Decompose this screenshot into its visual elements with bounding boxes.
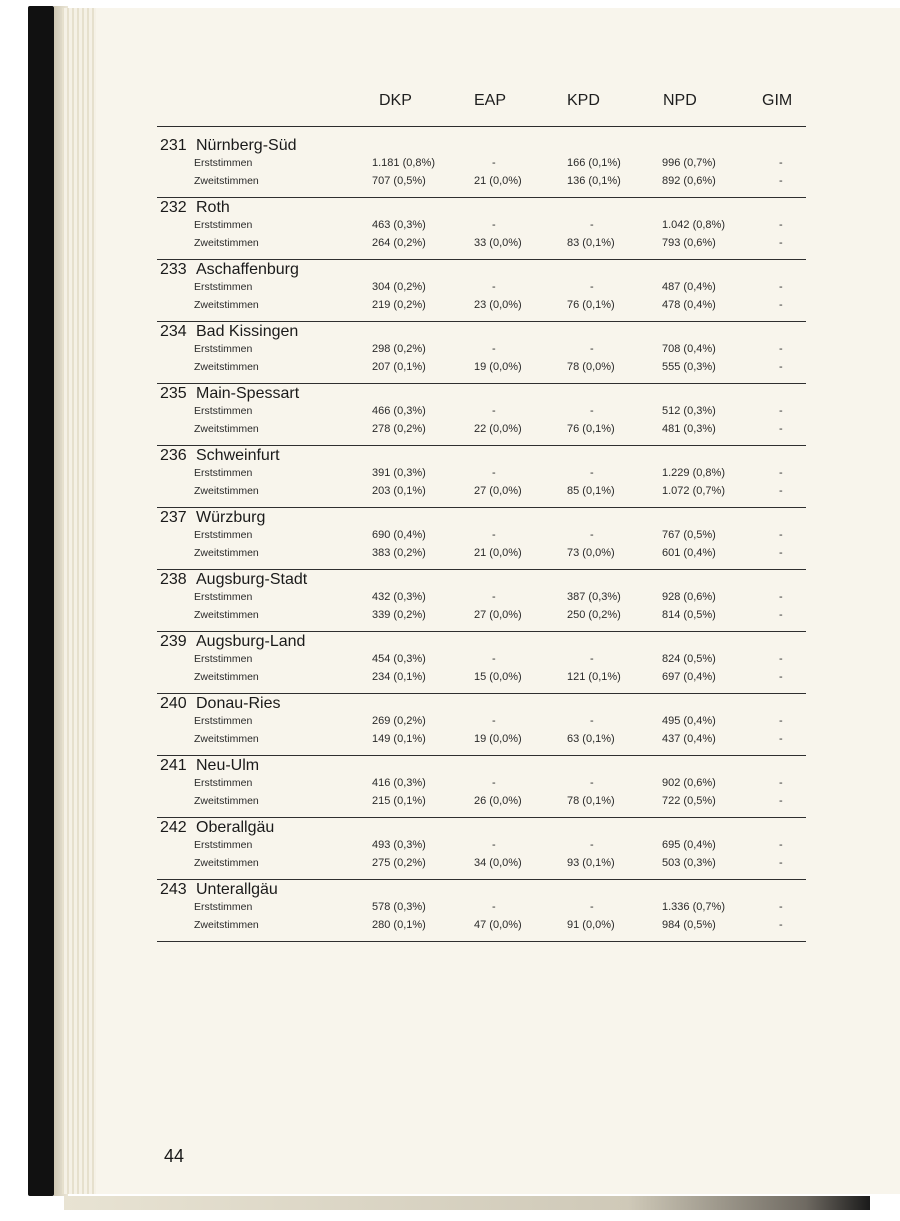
district-heading bbox=[160, 757, 259, 775]
vote-type-label: Zweitstimmen bbox=[194, 423, 259, 435]
cell-dkp: 298 (0,2%) bbox=[372, 343, 426, 355]
district-heading bbox=[160, 447, 280, 465]
cell-eap: 47 (0,0%) bbox=[474, 919, 522, 931]
cell-dkp: 578 (0,3%) bbox=[372, 901, 426, 913]
column-header-dkp: DKP bbox=[379, 92, 412, 109]
cell-dkp: 391 (0,3%) bbox=[372, 467, 426, 479]
zweitstimmen-row bbox=[0, 857, 900, 873]
zweitstimmen-row bbox=[0, 671, 900, 687]
cell-dkp: 493 (0,3%) bbox=[372, 839, 426, 851]
cell-kpd: 93 (0,1%) bbox=[567, 857, 615, 869]
district-name: Bad Kissingen bbox=[196, 323, 299, 340]
vote-type-label: Zweitstimmen bbox=[194, 671, 259, 683]
cell-eap: - bbox=[492, 839, 496, 851]
cell-dkp: 339 (0,2%) bbox=[372, 609, 426, 621]
cell-eap: 23 (0,0%) bbox=[474, 299, 522, 311]
district-name: Oberallgäu bbox=[196, 819, 275, 836]
vote-type-label: Zweitstimmen bbox=[194, 733, 259, 745]
cell-npd: 767 (0,5%) bbox=[662, 529, 716, 541]
cell-npd: 1.336 (0,7%) bbox=[662, 901, 725, 913]
district-block bbox=[0, 199, 900, 261]
cell-kpd: - bbox=[590, 343, 594, 355]
district-block bbox=[0, 385, 900, 447]
district-block bbox=[0, 881, 900, 943]
cell-kpd: - bbox=[590, 281, 594, 293]
vote-type-label: Zweitstimmen bbox=[194, 857, 259, 869]
district-block bbox=[0, 633, 900, 695]
district-rule bbox=[157, 693, 806, 694]
erststimmen-row bbox=[0, 839, 900, 855]
district-number: 236 bbox=[160, 447, 187, 464]
book-bottom-edge bbox=[64, 1196, 870, 1210]
district-rule bbox=[157, 383, 806, 384]
erststimmen-row bbox=[0, 405, 900, 421]
zweitstimmen-row bbox=[0, 299, 900, 315]
cell-dkp: 203 (0,1%) bbox=[372, 485, 426, 497]
cell-gim: - bbox=[779, 733, 783, 745]
district-name: Augsburg-Stadt bbox=[196, 571, 308, 588]
cell-npd: 928 (0,6%) bbox=[662, 591, 716, 603]
district-number: 237 bbox=[160, 509, 187, 526]
district-rule bbox=[157, 817, 806, 818]
cell-gim: - bbox=[779, 157, 783, 169]
cell-kpd: 76 (0,1%) bbox=[567, 299, 615, 311]
erststimmen-row bbox=[0, 467, 900, 483]
column-header-kpd: KPD bbox=[567, 92, 600, 109]
cell-eap: 19 (0,0%) bbox=[474, 733, 522, 745]
vote-type-label: Erststimmen bbox=[194, 405, 253, 417]
district-heading bbox=[160, 323, 298, 341]
cell-dkp: 416 (0,3%) bbox=[372, 777, 426, 789]
cell-dkp: 454 (0,3%) bbox=[372, 653, 426, 665]
vote-type-label: Erststimmen bbox=[194, 715, 253, 727]
cell-dkp: 707 (0,5%) bbox=[372, 175, 426, 187]
erststimmen-row bbox=[0, 343, 900, 359]
cell-gim: - bbox=[779, 609, 783, 621]
zweitstimmen-row bbox=[0, 609, 900, 625]
cell-kpd: 83 (0,1%) bbox=[567, 237, 615, 249]
cell-kpd: 85 (0,1%) bbox=[567, 485, 615, 497]
district-block bbox=[0, 819, 900, 881]
vote-type-label: Zweitstimmen bbox=[194, 609, 259, 621]
cell-npd: 437 (0,4%) bbox=[662, 733, 716, 745]
vote-type-label: Erststimmen bbox=[194, 777, 253, 789]
district-rule bbox=[157, 197, 806, 198]
cell-npd: 695 (0,4%) bbox=[662, 839, 716, 851]
cell-kpd: 73 (0,0%) bbox=[567, 547, 615, 559]
cell-dkp: 264 (0,2%) bbox=[372, 237, 426, 249]
zweitstimmen-row bbox=[0, 795, 900, 811]
erststimmen-row bbox=[0, 591, 900, 607]
district-name: Main-Spessart bbox=[196, 385, 300, 402]
district-name: Nürnberg-Süd bbox=[196, 137, 297, 154]
district-number: 240 bbox=[160, 695, 187, 712]
vote-type-label: Erststimmen bbox=[194, 529, 253, 541]
column-header-row bbox=[0, 92, 900, 122]
cell-kpd: 76 (0,1%) bbox=[567, 423, 615, 435]
cell-kpd: - bbox=[590, 529, 594, 541]
district-number: 233 bbox=[160, 261, 187, 278]
cell-eap: - bbox=[492, 715, 496, 727]
cell-kpd: 136 (0,1%) bbox=[567, 175, 621, 187]
district-name: Donau-Ries bbox=[196, 695, 281, 712]
district-number: 235 bbox=[160, 385, 187, 402]
cell-gim: - bbox=[779, 219, 783, 231]
column-header-eap: EAP bbox=[474, 92, 507, 109]
vote-type-label: Erststimmen bbox=[194, 467, 253, 479]
cell-dkp: 278 (0,2%) bbox=[372, 423, 426, 435]
cell-eap: - bbox=[492, 219, 496, 231]
cell-kpd: 166 (0,1%) bbox=[567, 157, 621, 169]
cell-npd: 503 (0,3%) bbox=[662, 857, 716, 869]
vote-type-label: Zweitstimmen bbox=[194, 485, 259, 497]
cell-npd: 1.042 (0,8%) bbox=[662, 219, 725, 231]
zweitstimmen-row bbox=[0, 919, 900, 935]
cell-npd: 555 (0,3%) bbox=[662, 361, 716, 373]
district-rule bbox=[157, 569, 806, 570]
district-name: Unterallgäu bbox=[196, 881, 278, 898]
cell-dkp: 149 (0,1%) bbox=[372, 733, 426, 745]
vote-type-label: Zweitstimmen bbox=[194, 175, 259, 187]
cell-kpd: 63 (0,1%) bbox=[567, 733, 615, 745]
district-number: 231 bbox=[160, 137, 187, 154]
district-name: Würzburg bbox=[196, 509, 266, 526]
vote-type-label: Erststimmen bbox=[194, 901, 253, 913]
cell-kpd: 78 (0,0%) bbox=[567, 361, 615, 373]
cell-gim: - bbox=[779, 671, 783, 683]
cell-gim: - bbox=[779, 919, 783, 931]
erststimmen-row bbox=[0, 653, 900, 669]
district-block bbox=[0, 323, 900, 385]
cell-gim: - bbox=[779, 423, 783, 435]
cell-dkp: 432 (0,3%) bbox=[372, 591, 426, 603]
zweitstimmen-row bbox=[0, 547, 900, 563]
district-block bbox=[0, 509, 900, 571]
district-number: 232 bbox=[160, 199, 187, 216]
district-heading bbox=[160, 695, 280, 713]
cell-gim: - bbox=[779, 839, 783, 851]
cell-npd: 512 (0,3%) bbox=[662, 405, 716, 417]
district-number: 242 bbox=[160, 819, 187, 836]
zweitstimmen-row bbox=[0, 485, 900, 501]
district-name: Roth bbox=[196, 199, 230, 216]
cell-kpd: - bbox=[590, 839, 594, 851]
cell-kpd: 121 (0,1%) bbox=[567, 671, 621, 683]
cell-eap: 15 (0,0%) bbox=[474, 671, 522, 683]
district-heading bbox=[160, 819, 274, 837]
cell-npd: 996 (0,7%) bbox=[662, 157, 716, 169]
cell-eap: 26 (0,0%) bbox=[474, 795, 522, 807]
column-header-npd: NPD bbox=[663, 92, 697, 109]
district-name: Neu-Ulm bbox=[196, 757, 260, 774]
vote-type-label: Erststimmen bbox=[194, 343, 253, 355]
district-block bbox=[0, 261, 900, 323]
cell-gim: - bbox=[779, 901, 783, 913]
cell-gim: - bbox=[779, 405, 783, 417]
district-block bbox=[0, 695, 900, 757]
cell-npd: 902 (0,6%) bbox=[662, 777, 716, 789]
cell-gim: - bbox=[779, 299, 783, 311]
cell-eap: 27 (0,0%) bbox=[474, 485, 522, 497]
cell-dkp: 219 (0,2%) bbox=[372, 299, 426, 311]
erststimmen-row bbox=[0, 157, 900, 173]
cell-gim: - bbox=[779, 237, 783, 249]
cell-npd: 814 (0,5%) bbox=[662, 609, 716, 621]
zweitstimmen-row bbox=[0, 175, 900, 191]
cell-eap: - bbox=[492, 529, 496, 541]
vote-type-label: Zweitstimmen bbox=[194, 919, 259, 931]
cell-dkp: 466 (0,3%) bbox=[372, 405, 426, 417]
page-number: 44 bbox=[164, 1146, 185, 1166]
cell-eap: - bbox=[492, 901, 496, 913]
erststimmen-row bbox=[0, 901, 900, 917]
column-header-gim: GIM bbox=[762, 92, 793, 109]
cell-gim: - bbox=[779, 175, 783, 187]
cell-npd: 708 (0,4%) bbox=[662, 343, 716, 355]
zweitstimmen-row bbox=[0, 423, 900, 439]
header-rule bbox=[157, 126, 806, 127]
vote-type-label: Zweitstimmen bbox=[194, 299, 259, 311]
zweitstimmen-row bbox=[0, 733, 900, 749]
vote-type-label: Erststimmen bbox=[194, 157, 253, 169]
cell-eap: - bbox=[492, 343, 496, 355]
district-block bbox=[0, 757, 900, 819]
cell-gim: - bbox=[779, 343, 783, 355]
district-heading bbox=[160, 571, 307, 589]
cell-eap: - bbox=[492, 591, 496, 603]
cell-dkp: 463 (0,3%) bbox=[372, 219, 426, 231]
vote-type-label: Zweitstimmen bbox=[194, 237, 259, 249]
vote-type-label: Erststimmen bbox=[194, 219, 253, 231]
cell-kpd: - bbox=[590, 405, 594, 417]
cell-eap: 19 (0,0%) bbox=[474, 361, 522, 373]
cell-eap: - bbox=[492, 281, 496, 293]
erststimmen-row bbox=[0, 529, 900, 545]
cell-gim: - bbox=[779, 653, 783, 665]
cell-eap: 21 (0,0%) bbox=[474, 547, 522, 559]
cell-dkp: 275 (0,2%) bbox=[372, 857, 426, 869]
district-rule bbox=[157, 321, 806, 322]
cell-gim: - bbox=[779, 547, 783, 559]
cell-dkp: 215 (0,1%) bbox=[372, 795, 426, 807]
cell-kpd: - bbox=[590, 901, 594, 913]
district-block bbox=[0, 571, 900, 633]
cell-kpd: 78 (0,1%) bbox=[567, 795, 615, 807]
cell-eap: 34 (0,0%) bbox=[474, 857, 522, 869]
cell-npd: 722 (0,5%) bbox=[662, 795, 716, 807]
cell-npd: 487 (0,4%) bbox=[662, 281, 716, 293]
cell-eap: - bbox=[492, 653, 496, 665]
cell-eap: 27 (0,0%) bbox=[474, 609, 522, 621]
erststimmen-row bbox=[0, 219, 900, 235]
cell-gim: - bbox=[779, 361, 783, 373]
district-number: 243 bbox=[160, 881, 187, 898]
vote-type-label: Zweitstimmen bbox=[194, 361, 259, 373]
cell-eap: 21 (0,0%) bbox=[474, 175, 522, 187]
cell-eap: - bbox=[492, 405, 496, 417]
cell-dkp: 207 (0,1%) bbox=[372, 361, 426, 373]
erststimmen-row bbox=[0, 281, 900, 297]
cell-npd: 601 (0,4%) bbox=[662, 547, 716, 559]
cell-eap: - bbox=[492, 777, 496, 789]
cell-npd: 478 (0,4%) bbox=[662, 299, 716, 311]
district-heading bbox=[160, 385, 299, 403]
district-heading bbox=[160, 261, 299, 279]
district-rule bbox=[157, 879, 806, 880]
zweitstimmen-row bbox=[0, 237, 900, 253]
cell-kpd: - bbox=[590, 653, 594, 665]
cell-kpd: - bbox=[590, 467, 594, 479]
district-heading bbox=[160, 137, 297, 155]
cell-kpd: 250 (0,2%) bbox=[567, 609, 621, 621]
cell-dkp: 280 (0,1%) bbox=[372, 919, 426, 931]
cell-gim: - bbox=[779, 467, 783, 479]
district-name: Augsburg-Land bbox=[196, 633, 306, 650]
erststimmen-row bbox=[0, 777, 900, 793]
vote-type-label: Zweitstimmen bbox=[194, 547, 259, 559]
cell-npd: 1.072 (0,7%) bbox=[662, 485, 725, 497]
cell-eap: - bbox=[492, 467, 496, 479]
district-block bbox=[0, 447, 900, 509]
cell-gim: - bbox=[779, 281, 783, 293]
cell-npd: 793 (0,6%) bbox=[662, 237, 716, 249]
district-name: Schweinfurt bbox=[196, 447, 280, 464]
vote-type-label: Erststimmen bbox=[194, 653, 253, 665]
district-rule bbox=[157, 445, 806, 446]
cell-npd: 495 (0,4%) bbox=[662, 715, 716, 727]
cell-kpd: - bbox=[590, 715, 594, 727]
cell-dkp: 234 (0,1%) bbox=[372, 671, 426, 683]
district-block bbox=[0, 137, 900, 199]
cell-gim: - bbox=[779, 777, 783, 789]
cell-eap: 33 (0,0%) bbox=[474, 237, 522, 249]
cell-dkp: 304 (0,2%) bbox=[372, 281, 426, 293]
cell-gim: - bbox=[779, 529, 783, 541]
district-heading bbox=[160, 881, 278, 899]
cell-dkp: 269 (0,2%) bbox=[372, 715, 426, 727]
district-heading bbox=[160, 633, 305, 651]
cell-gim: - bbox=[779, 715, 783, 727]
cell-npd: 481 (0,3%) bbox=[662, 423, 716, 435]
cell-gim: - bbox=[779, 485, 783, 497]
district-heading bbox=[160, 199, 230, 217]
cell-kpd: - bbox=[590, 777, 594, 789]
cell-npd: 824 (0,5%) bbox=[662, 653, 716, 665]
cell-npd: 984 (0,5%) bbox=[662, 919, 716, 931]
zweitstimmen-row bbox=[0, 361, 900, 377]
cell-gim: - bbox=[779, 591, 783, 603]
cell-kpd: 387 (0,3%) bbox=[567, 591, 621, 603]
district-number: 238 bbox=[160, 571, 187, 588]
district-number: 239 bbox=[160, 633, 187, 650]
district-rule bbox=[157, 941, 806, 942]
vote-type-label: Erststimmen bbox=[194, 591, 253, 603]
district-number: 234 bbox=[160, 323, 187, 340]
cell-gim: - bbox=[779, 857, 783, 869]
cell-kpd: - bbox=[590, 219, 594, 231]
cell-dkp: 1.181 (0,8%) bbox=[372, 157, 435, 169]
cell-kpd: 91 (0,0%) bbox=[567, 919, 615, 931]
district-rule bbox=[157, 507, 806, 508]
district-rule bbox=[157, 259, 806, 260]
district-rule bbox=[157, 631, 806, 632]
vote-type-label: Erststimmen bbox=[194, 839, 253, 851]
cell-eap: 22 (0,0%) bbox=[474, 423, 522, 435]
district-rule bbox=[157, 755, 806, 756]
vote-type-label: Erststimmen bbox=[194, 281, 253, 293]
cell-dkp: 383 (0,2%) bbox=[372, 547, 426, 559]
cell-gim: - bbox=[779, 795, 783, 807]
erststimmen-row bbox=[0, 715, 900, 731]
cell-npd: 892 (0,6%) bbox=[662, 175, 716, 187]
vote-type-label: Zweitstimmen bbox=[194, 795, 259, 807]
cell-eap: - bbox=[492, 157, 496, 169]
cell-dkp: 690 (0,4%) bbox=[372, 529, 426, 541]
cell-npd: 697 (0,4%) bbox=[662, 671, 716, 683]
cell-npd: 1.229 (0,8%) bbox=[662, 467, 725, 479]
district-name: Aschaffenburg bbox=[196, 261, 299, 278]
district-number: 241 bbox=[160, 757, 187, 774]
district-heading bbox=[160, 509, 265, 527]
